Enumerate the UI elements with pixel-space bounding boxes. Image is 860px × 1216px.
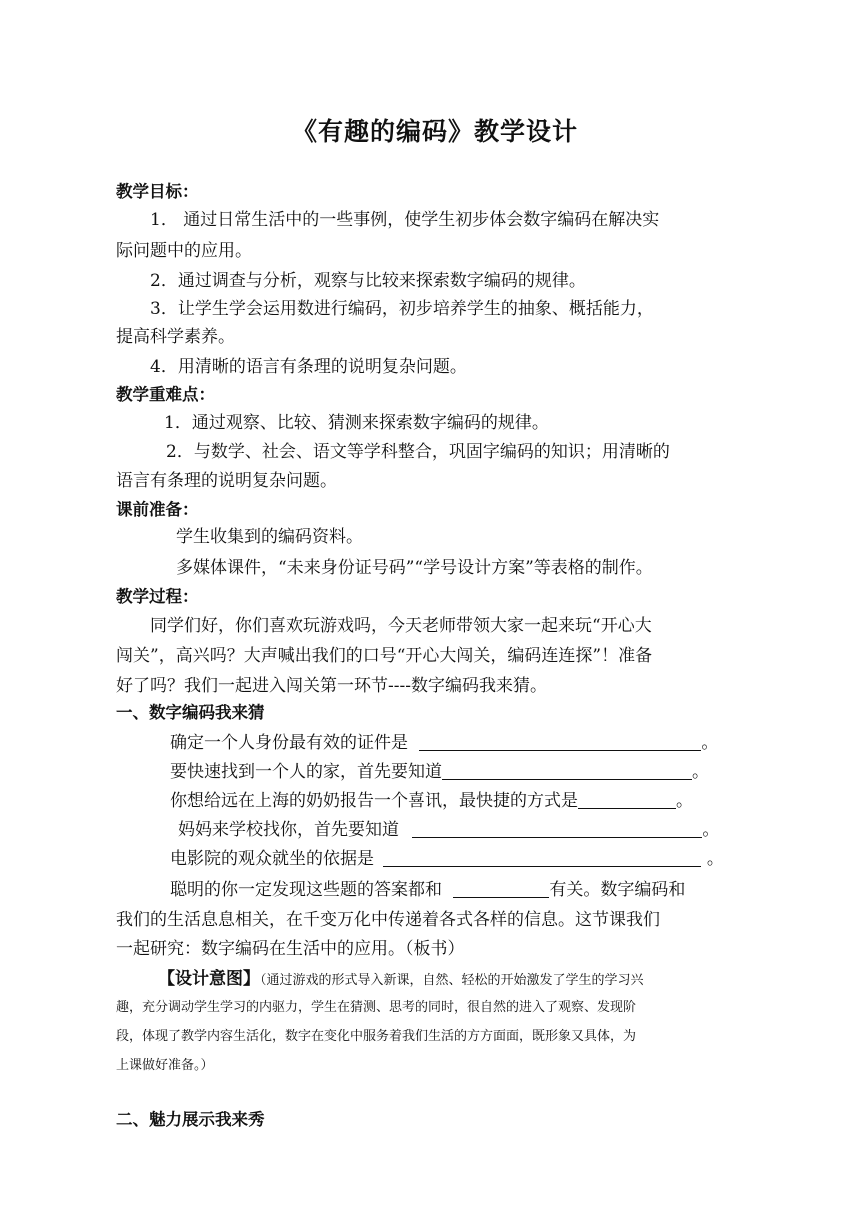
question-3-period: 。 <box>676 791 693 811</box>
objective-2: 2．通过调查与分析，观察与比较来探索数字编码的规律。 <box>150 271 586 291</box>
section-1-conclusion-line-2: 我们的生活息息相关，在千变万化中传递着各式各样的信息。这节课我们 <box>116 910 660 930</box>
design-intent-line-2: 趣，充分调动学生学习的内驱力，学生在猜测、思考的同时，很自然的进入了观察、发现阶 <box>116 1000 637 1015</box>
question-2 <box>116 757 754 788</box>
question-5-text: 电影院的观众就坐的依据是 <box>170 849 374 869</box>
question-5 <box>116 844 754 875</box>
process-intro-line-2: 闯关”，高兴吗？大声喊出我们的口号“开心大闯关，编码连连探”！准备 <box>116 646 653 666</box>
section-1-conclusion-line-3: 一起研究：数字编码在生活中的应用。（板书） <box>116 939 465 959</box>
question-5-period: 。 <box>706 849 724 869</box>
document-page <box>116 0 754 1216</box>
answer-blank-2[interactable] <box>442 759 692 780</box>
answer-blank-3[interactable] <box>578 788 676 809</box>
design-intent-line-4: 上课做好准备。） <box>116 1058 214 1073</box>
preparation-line-1: 学生收集到的编码资料。 <box>176 527 363 547</box>
objective-3-line-1: 3．让学生学会运用数进行编码，初步培养学生的抽象、概括能力， <box>150 299 654 319</box>
answer-blank-4[interactable] <box>412 817 702 838</box>
answer-blank-6[interactable] <box>453 877 549 898</box>
process-intro-line-1: 同学们好，你们喜欢玩游戏吗，今天老师带领大家一起来玩“开心大 <box>150 616 652 636</box>
question-4 <box>116 815 754 846</box>
question-1 <box>116 728 754 759</box>
objectives-heading: 教学目标： <box>116 182 199 201</box>
question-3-text: 你想给远在上海的奶奶报告一个喜讯，最快捷的方式是 <box>170 791 578 811</box>
design-intent-label: 【设计意图】 <box>158 969 260 989</box>
section-1-heading: 一、数字编码我来猜 <box>116 703 265 722</box>
preparation-line-2: 多媒体课件，“未来身份证号码”“学号设计方案”等表格的制作。 <box>176 558 653 578</box>
keypoint-2-line-2: 语言有条理的说明复杂问题。 <box>116 471 337 491</box>
keypoint-1: 1．通过观察、比较、猜测来探索数字编码的规律。 <box>164 413 549 433</box>
question-4-text: 妈妈来学校找你，首先要知道 <box>178 820 399 840</box>
question-2-text: 要快速找到一个人的家，首先要知道 <box>170 762 442 782</box>
conclusion-text-1: 聪明的你一定发现这些题的答案都和 <box>170 880 442 900</box>
question-1-period: 。 <box>701 733 719 753</box>
document-title: 《有趣的编码》教学设计 <box>291 117 578 146</box>
section-2-heading: 二、魅力展示我来秀 <box>116 1110 265 1129</box>
objective-4: 4．用清晰的语言有条理的说明复杂问题。 <box>150 357 467 377</box>
question-4-period: 。 <box>702 820 720 840</box>
question-1-text: 确定一个人身份最有效的证件是 <box>170 733 408 753</box>
objective-3-line-2: 提高科学素养。 <box>116 327 235 347</box>
conclusion-text-2: 有关。数字编码和 <box>549 880 686 900</box>
answer-blank-5[interactable] <box>383 846 701 867</box>
design-intent-line-3: 段，体现了教学内容生活化，数字在变化中服务着我们生活的方方面面，既形象又具体，为 <box>116 1029 637 1044</box>
objective-1-line-1: 1． 通过日常生活中的一些事例，使学生初步体会数字编码在解决实 <box>150 210 660 230</box>
keypoints-heading: 教学重难点： <box>116 385 215 404</box>
question-3 <box>116 786 754 817</box>
process-intro-line-3: 好了吗？我们一起进入闯关第一环节----数字编码我来猜。 <box>116 676 547 696</box>
section-1-conclusion-line-1 <box>116 875 754 906</box>
objective-1-line-2: 际问题中的应用。 <box>116 241 252 261</box>
answer-blank-1[interactable] <box>419 730 701 751</box>
design-intent-text-1: （通过游戏的形式导入新课，自然、轻松的开始激发了学生的学习兴 <box>260 973 644 988</box>
preparation-heading: 课前准备： <box>116 500 199 519</box>
keypoint-2-line-1: 2．与数学、社会、语文等学科整合，巩固字编码的知识；用清晰的 <box>166 442 670 462</box>
question-2-period: 。 <box>692 762 709 782</box>
process-heading: 教学过程： <box>116 587 199 606</box>
